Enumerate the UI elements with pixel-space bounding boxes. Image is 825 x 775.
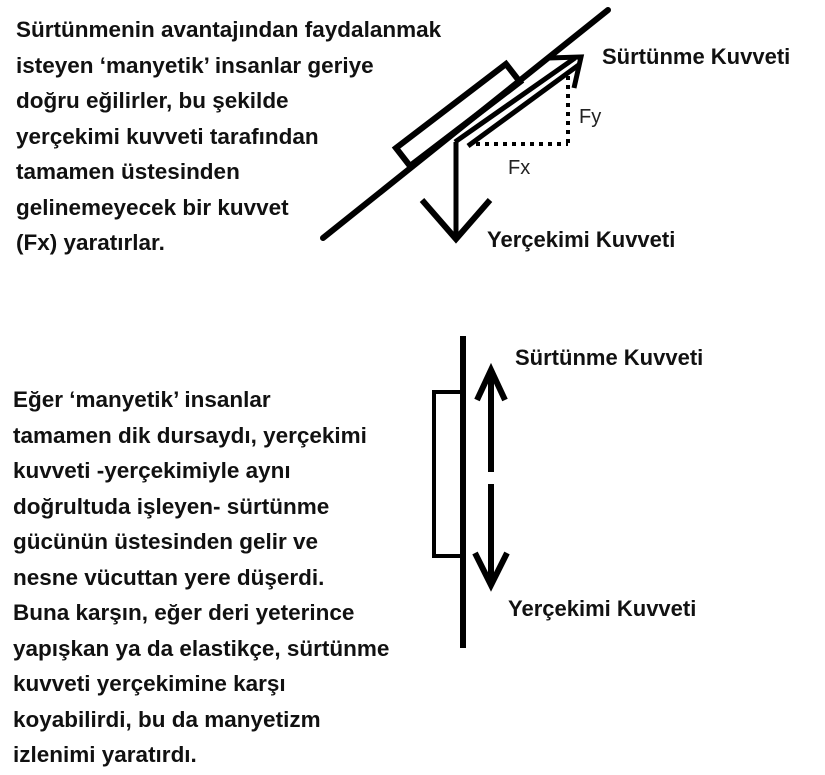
bottom-line: izlenimi yaratırdı. <box>13 742 197 767</box>
bottom-line: nesne vücuttan yere düşerdi. <box>13 564 325 590</box>
bottom-line: Eğer ‘manyetik’ insanlar <box>13 387 271 412</box>
top-line: isteyen ‘manyetik’ insanlar geriye <box>16 52 374 78</box>
top-line: Sürtünmenin avantajından faydalanmak <box>16 17 442 42</box>
top-line: doğru eğilirler, bu şekilde <box>16 88 289 113</box>
top-explanation-paragraph <box>16 12 441 261</box>
bottom-line: kuvveti -yerçekimiyle aynı <box>13 458 291 483</box>
fy-label: Fy <box>579 106 602 128</box>
bottom-line: gücünün üstesinden gelir ve <box>13 529 319 554</box>
bottom-line: doğrultuda işleyen- sürtünme <box>13 493 330 519</box>
bottom-explanation-paragraph <box>13 382 389 773</box>
gravity-force-label-top: Yerçekimi Kuvveti <box>487 227 676 252</box>
object-block-vertical <box>434 392 460 556</box>
top-line: tamamen üstesinden <box>16 159 240 184</box>
top-line: gelinemeyecek bir kuvvet <box>16 194 289 220</box>
bottom-line: kuvveti yerçekimine karşı <box>13 671 286 696</box>
bottom-line: Buna karşın, eğer deri yeterince <box>13 600 355 625</box>
gravity-force-label-bottom: Yerçekimi Kuvveti <box>508 596 697 621</box>
bottom-line: yapışkan ya da elastikçe, sürtünme <box>13 635 390 661</box>
bottom-line: tamamen dik dursaydı, yerçekimi <box>13 422 367 448</box>
friction-force-label-top: Sürtünme Kuvveti <box>602 44 791 69</box>
top-line: yerçekimi kuvveti tarafından <box>16 123 319 149</box>
top-line: (Fx) yaratırlar. <box>16 230 165 255</box>
friction-arrow-top-shaft-1 <box>455 58 575 142</box>
bottom-line: koyabilirdi, bu da manyetizm <box>13 706 321 732</box>
fx-label: Fx <box>508 157 531 179</box>
friction-force-label-bottom: Sürtünme Kuvveti <box>515 345 704 370</box>
